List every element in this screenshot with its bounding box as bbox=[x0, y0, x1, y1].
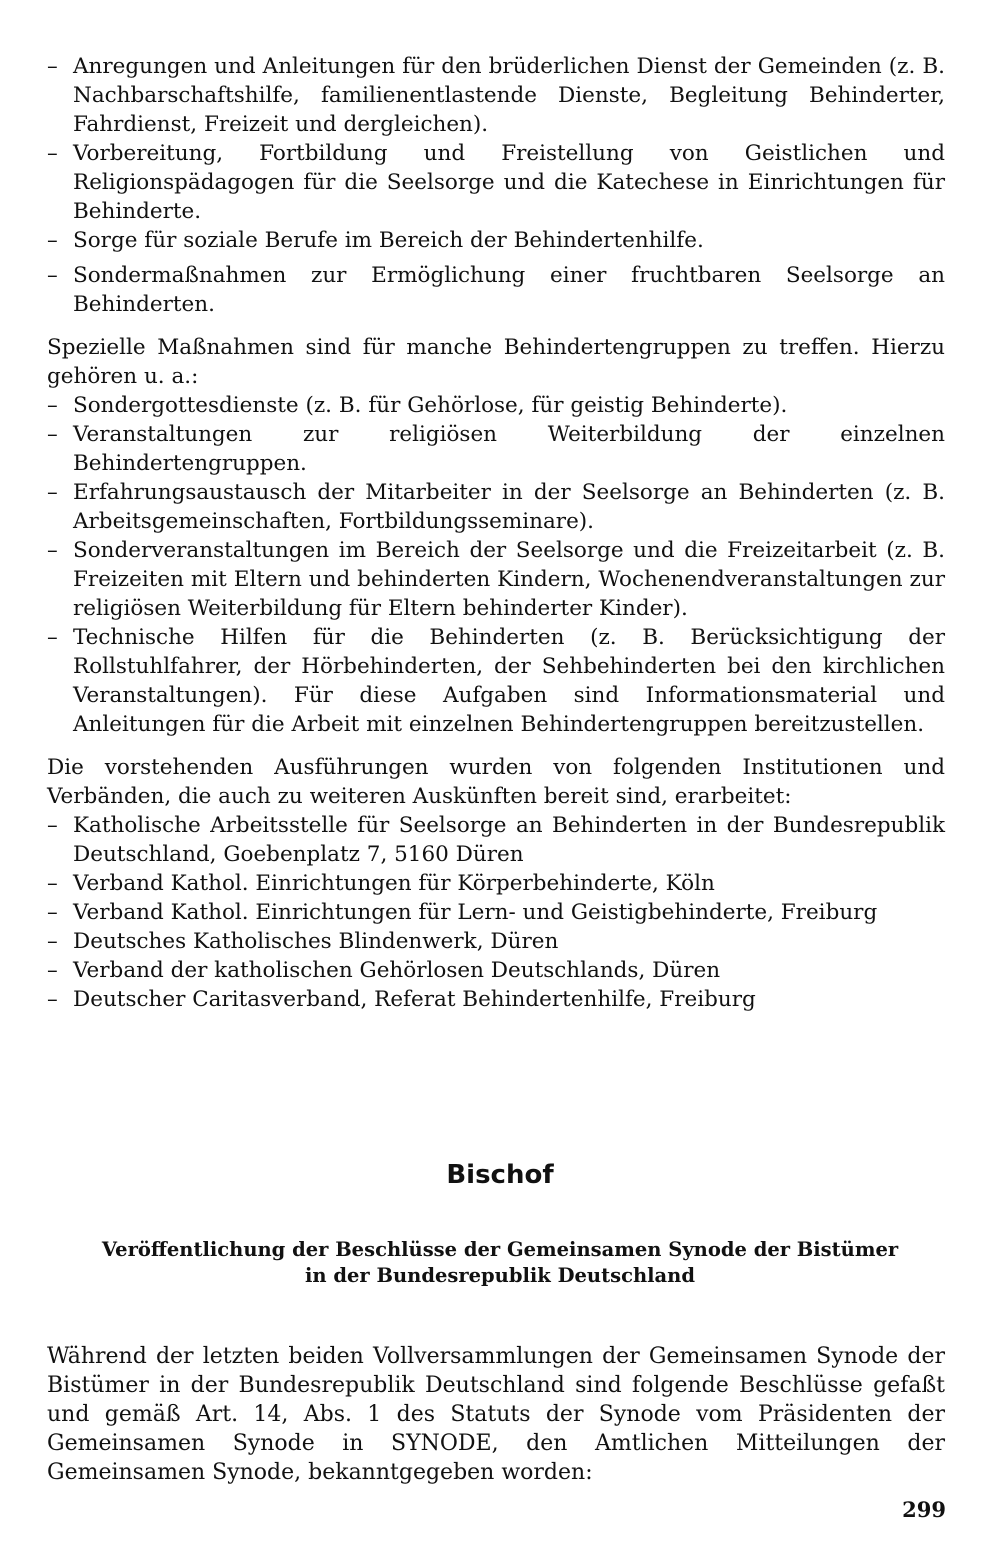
special-measures-intro: Spezielle Maßnahmen sind für manche Behindertengruppen zu treffen. Hierzu gehören u. a.: bbox=[47, 335, 945, 389]
list-item: – Sonderveranstaltungen im Bereich der Seelsorge und die Freizeitarbeit (z. B. Freizeiten mit Eltern und behinderten Kindern, Wochenendveranstaltungen zur religiösen Weiterbildung für Eltern behinderter Kinder). bbox=[47, 536, 945, 623]
list-item: – Deutsches Katholisches Blindenwerk, Düren bbox=[47, 927, 945, 956]
list-item: – Deutscher Caritasverband, Referat Behindertenhilfe, Freiburg bbox=[47, 985, 945, 1014]
closing-paragraph: Während der letzten beiden Vollversammlungen der Gemeinsamen Synode der Bistümer in der Bundesrepublik Deutschland sind folgende Beschlüsse gefaßt und gemäß Art. 14, Abs. 1 des Statuts der Synode vom Präsidenten der Gemeinsamen Synode in SYNODE, den Amtlichen Mitteilungen der Gemeinsamen Synode, bekanntgegeben worden: bbox=[47, 1344, 945, 1485]
institutions-list bbox=[47, 811, 945, 1014]
institutions-intro: Die vorstehenden Ausführungen wurden von folgenden Institutionen und Verbänden, die auch zu weiteren Auskünften bereit sind, erarbeitet: bbox=[47, 755, 945, 809]
list-item: – Technische Hilfen für die Behinderten (z. B. Berücksichtigung der Rollstuhlfahrer, der Hörbehinderten, der Sehbehinderten bei den kirchlichen Veranstaltungen). Für diese Aufgaben sind Informationsmaterial und Anleitungen für die Arbeit mit einzelnen Behindertengruppen bereitzustellen. bbox=[47, 623, 945, 739]
page-number: 299 bbox=[902, 1497, 946, 1522]
section-subheading bbox=[60, 1237, 940, 1289]
list-item: – Verband der katholischen Gehörlosen Deutschlands, Düren bbox=[47, 956, 945, 985]
list-item: – Vorbereitung, Fortbildung und Freistellung von Geistlichen und Religionspädagogen für die Seelsorge und die Katechese in Einrichtungen für Behinderte. bbox=[47, 139, 945, 226]
list-item: – Sondermaßnahmen zur Ermöglichung einer fruchtbaren Seelsorge an Behinderten. bbox=[47, 261, 945, 319]
page-body bbox=[47, 52, 945, 1014]
list-item: – Erfahrungsaustausch der Mitarbeiter in der Seelsorge an Behinderten (z. B. Arbeitsgemeinschaften, Fortbildungsseminare). bbox=[47, 478, 945, 536]
list-item: – Verband Kathol. Einrichtungen für Körperbehinderte, Köln bbox=[47, 869, 945, 898]
list-item: – Sondergottesdienste (z. B. für Gehörlose, für geistig Behinderte). bbox=[47, 391, 945, 420]
subheading-line: Veröffentlichung der Beschlüsse der Gemeinsamen Synode der Bistümer bbox=[101, 1238, 899, 1261]
section-heading: Bischof bbox=[446, 1160, 554, 1190]
list-item: – Katholische Arbeitsstelle für Seelsorge an Behinderten in der Bundesrepublik Deutschland, Goebenplatz 7, 5160 Düren bbox=[47, 811, 945, 869]
list-item: – Anregungen und Anleitungen für den brüderlichen Dienst der Gemeinden (z. B. Nachbarschaftshilfe, familienentlastende Dienste, Begleitung Behinderter, Fahrdienst, Freizeit und dergleichen). bbox=[47, 52, 945, 139]
special-measures-list bbox=[47, 391, 945, 739]
pastoral-measures-list bbox=[47, 52, 945, 319]
subheading-line: in der Bundesrepublik Deutschland bbox=[305, 1264, 695, 1287]
list-item: – Verband Kathol. Einrichtungen für Lern- und Geistigbehinderte, Freiburg bbox=[47, 898, 945, 927]
list-item: – Veranstaltungen zur religiösen Weiterbildung der einzelnen Behindertengruppen. bbox=[47, 420, 945, 478]
list-item: – Sorge für soziale Berufe im Bereich der Behindertenhilfe. bbox=[47, 226, 945, 255]
